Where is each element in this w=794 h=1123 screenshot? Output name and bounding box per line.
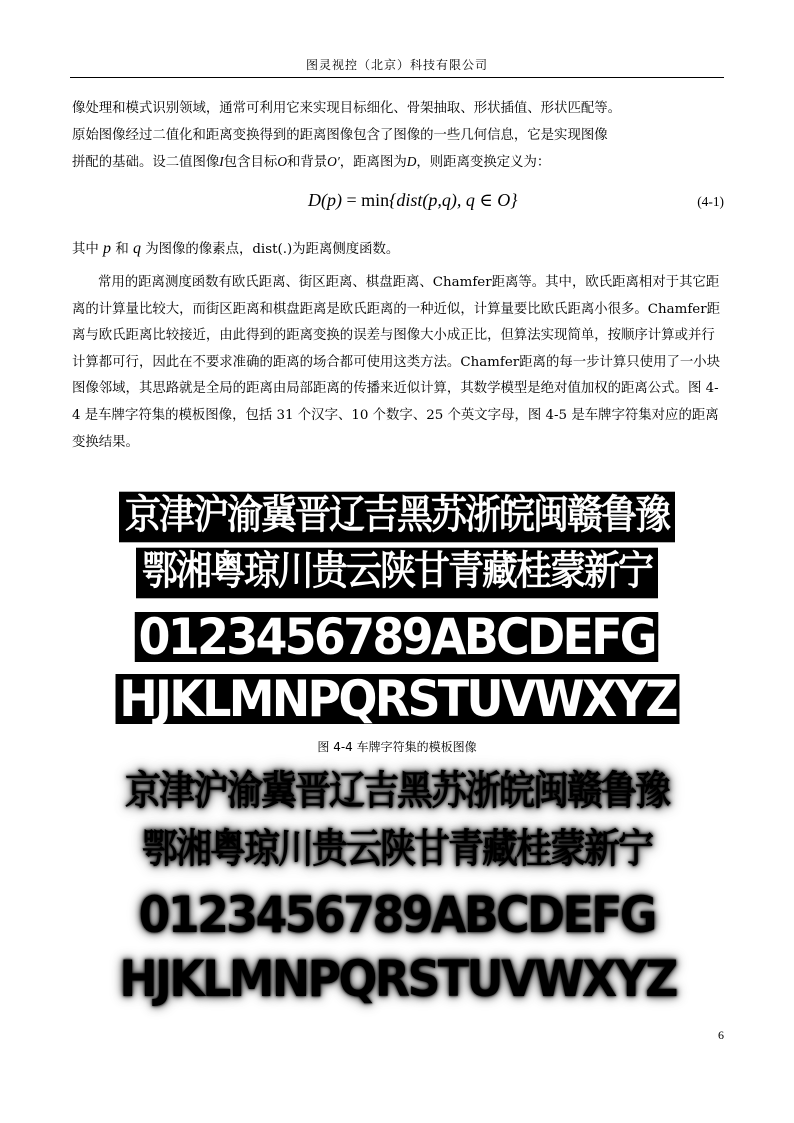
symbol-D: D: [406, 154, 417, 170]
figure-4-4-row-2: [0, 550, 794, 596]
figure-caption: 图 4-4 车牌字符集的模板图像: [317, 740, 477, 754]
equation-lhs: D(p): [308, 190, 342, 210]
symbol-q: q: [132, 240, 141, 257]
equation-rhs: {dist(p,q), q ∈ O}: [389, 190, 518, 210]
paragraph-1: [72, 96, 724, 177]
distance-row-digits-letters: 0123456789ABCDEFG: [135, 890, 659, 940]
paragraph-1-line-2: 原始图像经过二值化和距离变换得到的距离图像包含了图像的一些几何信息，它是实现图像: [72, 127, 608, 143]
paragraph-1-line-1: 像处理和模式识别领域，通常可利用它来实现目标细化、骨架抽取、形状插值、形状匹配等。: [72, 101, 622, 116]
equation-row: [72, 190, 724, 220]
template-row-provinces-1: 京津沪渝冀晋辽吉黑苏浙皖闽赣鲁豫: [119, 492, 675, 543]
equation: [308, 190, 517, 211]
symbol-I: I: [219, 154, 224, 170]
page-header: 图灵视控（北京）科技有限公司: [305, 58, 488, 72]
text-segment: 拼配的基础。设二值图像: [72, 155, 220, 171]
paragraph-1-line-3: [72, 149, 724, 177]
distance-row-provinces-2: 鄂湘粤琼川贵云陕甘青藏桂蒙新宁: [136, 826, 658, 877]
text-segment: 和背景: [287, 155, 328, 171]
symbol-O-complement: O′: [327, 154, 340, 170]
text-segment: 其中: [72, 242, 99, 257]
text-segment: ，距离图为: [339, 155, 407, 171]
template-row-digits-letters: 0123456789ABCDEFG: [135, 612, 659, 662]
page-number: 6: [718, 1028, 724, 1042]
figure-4-4-row-1: [0, 494, 794, 540]
figure-4-5-row-2: [0, 828, 794, 874]
figure-4-4-row-3: [0, 608, 794, 666]
distance-row-provinces-1: 京津沪渝冀晋辽吉黑苏浙皖闽赣鲁豫: [119, 768, 675, 819]
equation-equals: =: [342, 190, 362, 210]
paragraph-3: 常用的距离测度函数有欧氏距离、街区距离、棋盘距离、Chamfer距离等。其中，欧氏距离相对于其它距离的计算量比较大，而街区距离和棋盘距离是欧氏距离的一种近似，计算量要比欧氏距离小很多。Chamfer距离与欧氏距离比较接近，由此得到的距离变换的误差与图像大小成正比，但算法实现简单，按顺序计算或并行计算都可行，因此在不要求准确的距离的场合都可使用这类方法。Chamfer距离的每一步计算只使用了一小块图像邻域，其思路就是全局的距离由局部距离的传播来近似计算，其数学模型是绝对值加权的距离公式。图 4-4 是车牌字符集的模板图像，包括 31 个汉字、10 个数字、25 个英文字母，图 4-5 是车牌字符集对应的距离变换结果。: [72, 275, 721, 450]
header-rule: [70, 77, 724, 78]
symbol-p: p: [103, 240, 112, 257]
text-segment: ，则距离变换定义为：: [416, 155, 551, 171]
equation-number: (4-1): [697, 194, 724, 209]
symbol-O: O: [277, 154, 287, 170]
text-segment: 和: [115, 242, 129, 257]
text-segment: 包含目标: [223, 155, 278, 171]
equation-min: min: [361, 190, 390, 210]
figure-4-5-row-1: [0, 770, 794, 816]
figure-4-5-row-4: [0, 950, 794, 1008]
template-row-provinces-2: 鄂湘粤琼川贵云陕甘青藏桂蒙新宁: [136, 548, 658, 599]
paragraph-2: [72, 236, 724, 264]
distance-row-letters: HJKLMNPQRSTUVWXYZ: [115, 954, 679, 1004]
text-segment: 为图像的像素点，dist(.)为距离侧度函数。: [145, 242, 400, 257]
template-row-letters: HJKLMNPQRSTUVWXYZ: [115, 674, 679, 724]
figure-4-5-row-3: [0, 886, 794, 944]
figure-4-4-row-4: [0, 670, 794, 728]
